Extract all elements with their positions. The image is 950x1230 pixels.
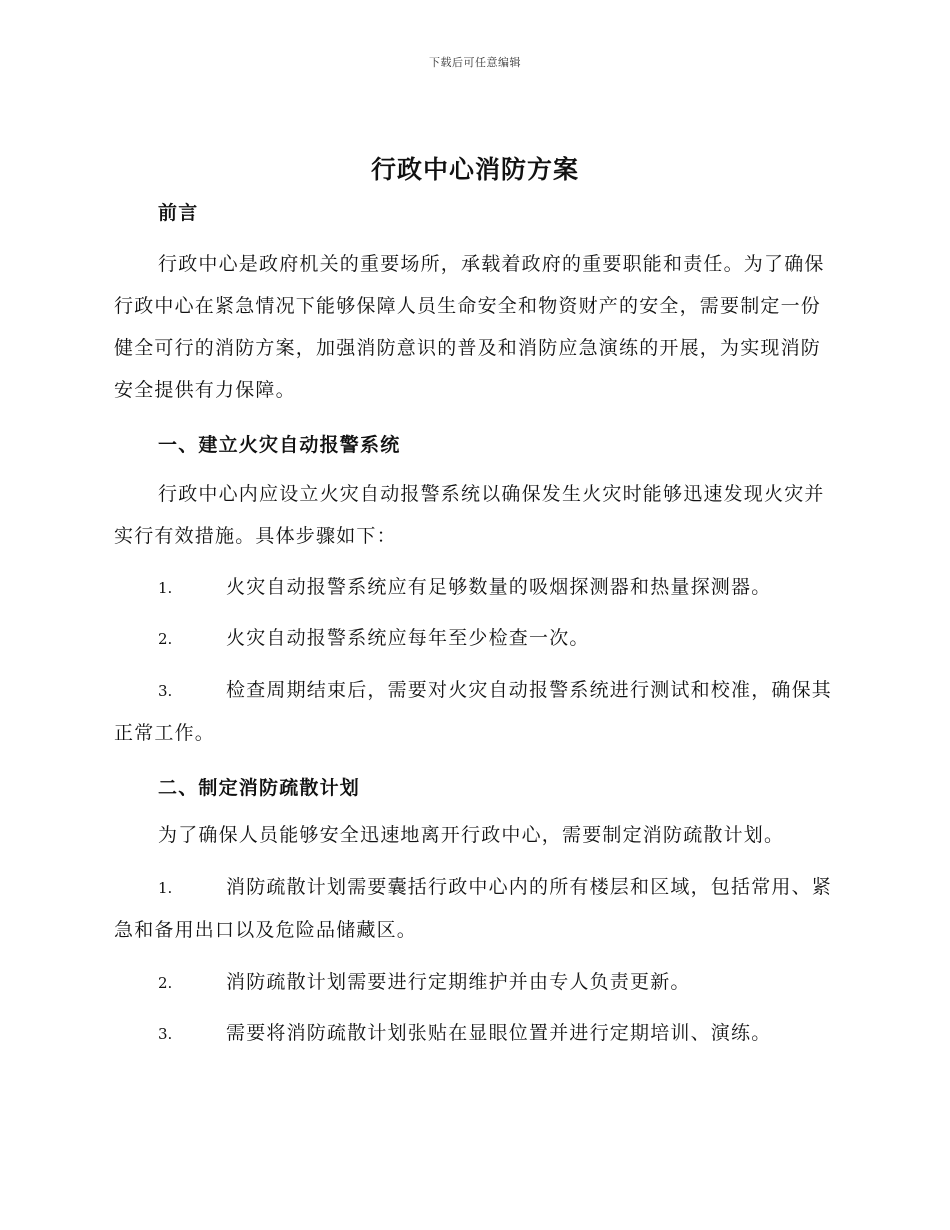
list-item-text: 火灾自动报警系统应每年至少检查一次。 [226,627,590,649]
list-item-text: 火灾自动报警系统应有足够数量的吸烟探测器和热量探测器。 [226,576,772,598]
list-number: 3. [158,682,173,700]
list-item-text: 消防疏散计划需要囊括行政中心内的所有楼层和区域，包括常用、紧急和备用出口以及危险品储藏区。 [114,876,833,941]
preface-heading: 前言 [158,202,199,224]
list-item-text: 检查周期结束后，需要对火灾自动报警系统进行测试和校准，确保其正常工作。 [114,679,833,744]
list-number: 1. [158,879,173,897]
list-number: 2. [158,974,173,992]
list-item-text: 需要将消防疏散计划张贴在显眼位置并进行定期培训、演练。 [226,1022,772,1044]
section-2-item-3 [114,1012,834,1055]
document-title: 行政中心消防方案 [370,155,579,184]
section-1-heading: 一、建立火灾自动报警系统 [158,434,401,456]
section-1-intro: 行政中心内应设立火灾自动报警系统以确保发生火灾时能够迅速发现火灾并实行有效措施。具体步骤如下： [114,483,825,547]
section-2-intro: 为了确保人员能够安全迅速地离开行政中心，需要制定消防疏散计划。 [158,824,785,846]
section-2-heading: 二、制定消防疏散计划 [158,777,361,799]
list-number: 1. [158,579,173,597]
preface-paragraph: 行政中心是政府机关的重要场所，承载着政府的重要职能和责任。为了确保行政中心在紧急情况下能够保障人员生命安全和物资财产的安全，需要制定一份健全可行的消防方案，加强消防意识的普及和消防应急演练的开展，为实现消防安全提供有力保障。 [114,253,825,401]
list-number: 3. [158,1025,173,1043]
section-1-item-1 [114,566,834,609]
section-1-item-3 [114,669,834,754]
section-2-item-1 [114,866,834,951]
section-2-item-2 [114,961,834,1004]
list-item-text: 消防疏散计划需要进行定期维护并由专人负责更新。 [226,971,691,993]
list-number: 2. [158,630,173,648]
section-1-item-2 [114,617,834,660]
header-note: 下载后可任意编辑 [429,56,521,69]
